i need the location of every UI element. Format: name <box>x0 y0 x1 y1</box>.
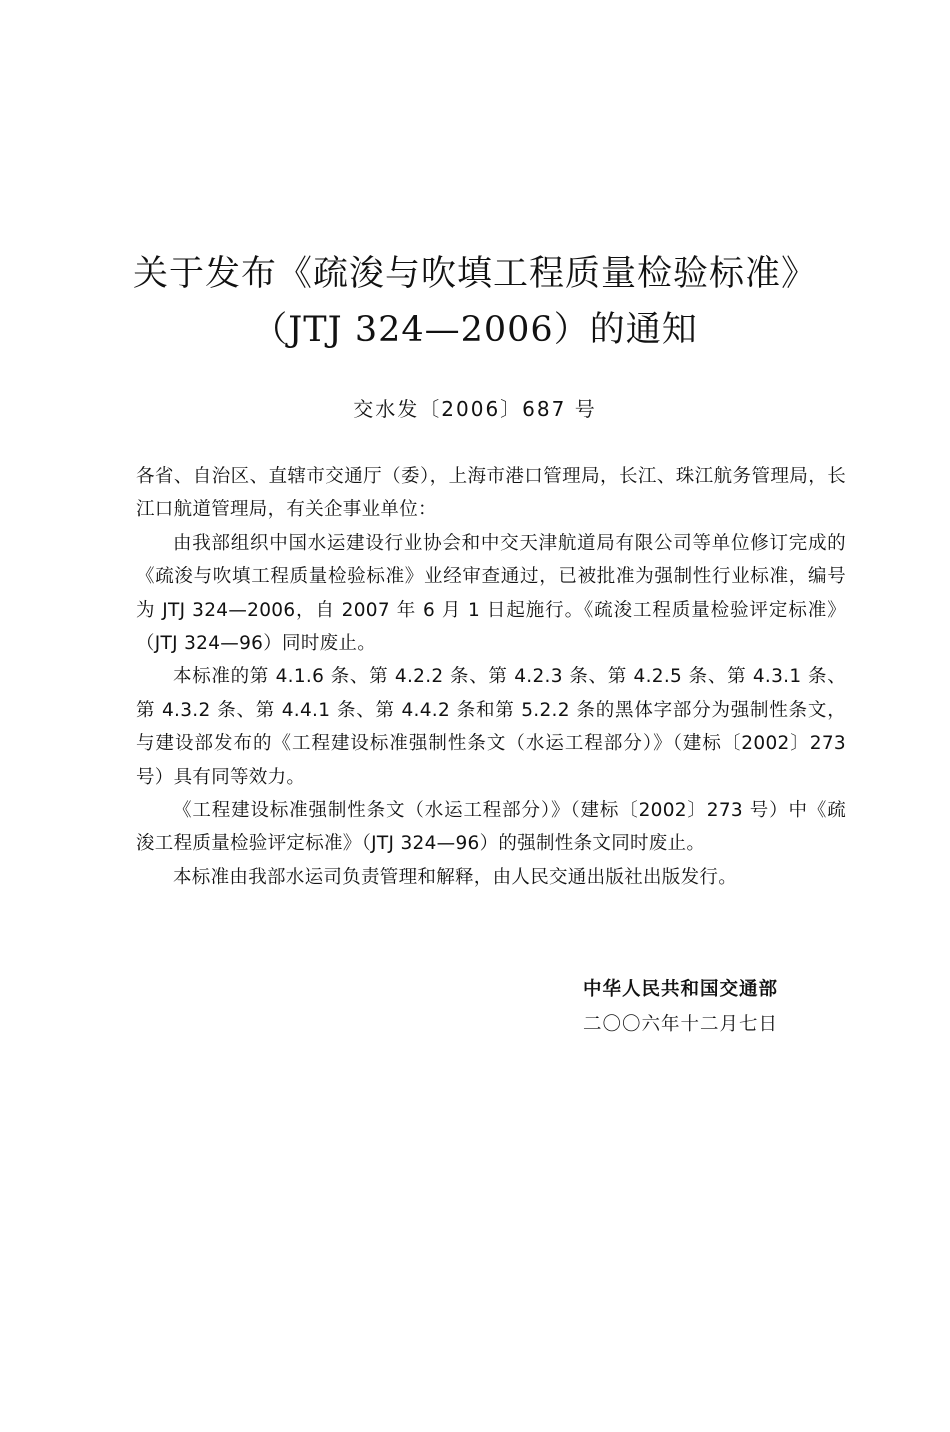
signature-block <box>583 972 778 1042</box>
document-body <box>136 460 846 894</box>
paragraph-2: 本标准的第 4.1.6 条、第 4.2.2 条、第 4.2.3 条、第 4.2.5 条、第 4.3.1 条、第 4.3.2 条、第 4.4.1 条、第 4.4.2 条和第 5.2.2 条的黑体字部分为强制性条文，与建设部发布的《工程建设标准强制性条文（水运工程部分）》（建标〔2002〕273 号）具有同等效力。 <box>136 666 846 788</box>
document-title-line2: （JTJ 324—2006）的通知 <box>252 310 698 350</box>
paragraph-3: 《工程建设标准强制性条文（水运工程部分）》（建标〔2002〕273 号）中《疏浚工程质量检验评定标准》（JTJ 324—96）的强制性条文同时废止。 <box>136 800 846 855</box>
issue-date: 二〇〇六年十二月七日 <box>583 1014 779 1035</box>
document-number: 交水发〔2006〕687 号 <box>353 397 597 421</box>
document-title-line1: 关于发布《疏浚与吹填工程质量检验标准》 <box>132 254 817 294</box>
paragraph-1: 由我部组织中国水运建设行业协会和中交天津航道局有限公司等单位修订完成的《疏浚与吹填工程质量检验标准》业经审查通过，已被批准为强制性行业标准，编号为 JTJ 324—2006，自 2007 年 6 月 1 日起施行。《疏浚工程质量检验评定标准》（JTJ 324—96）同时废止。 <box>136 532 846 655</box>
issuing-organization: 中华人民共和国交通部 <box>583 979 779 1000</box>
addressee: 各省、自治区、直辖市交通厅（委），上海市港口管理局，长江、珠江航务管理局，长江口航道管理局，有关企事业单位： <box>136 466 846 521</box>
paragraph-4: 本标准由我部水运司负责管理和解释，由人民交通出版社出版发行。 <box>173 866 738 888</box>
